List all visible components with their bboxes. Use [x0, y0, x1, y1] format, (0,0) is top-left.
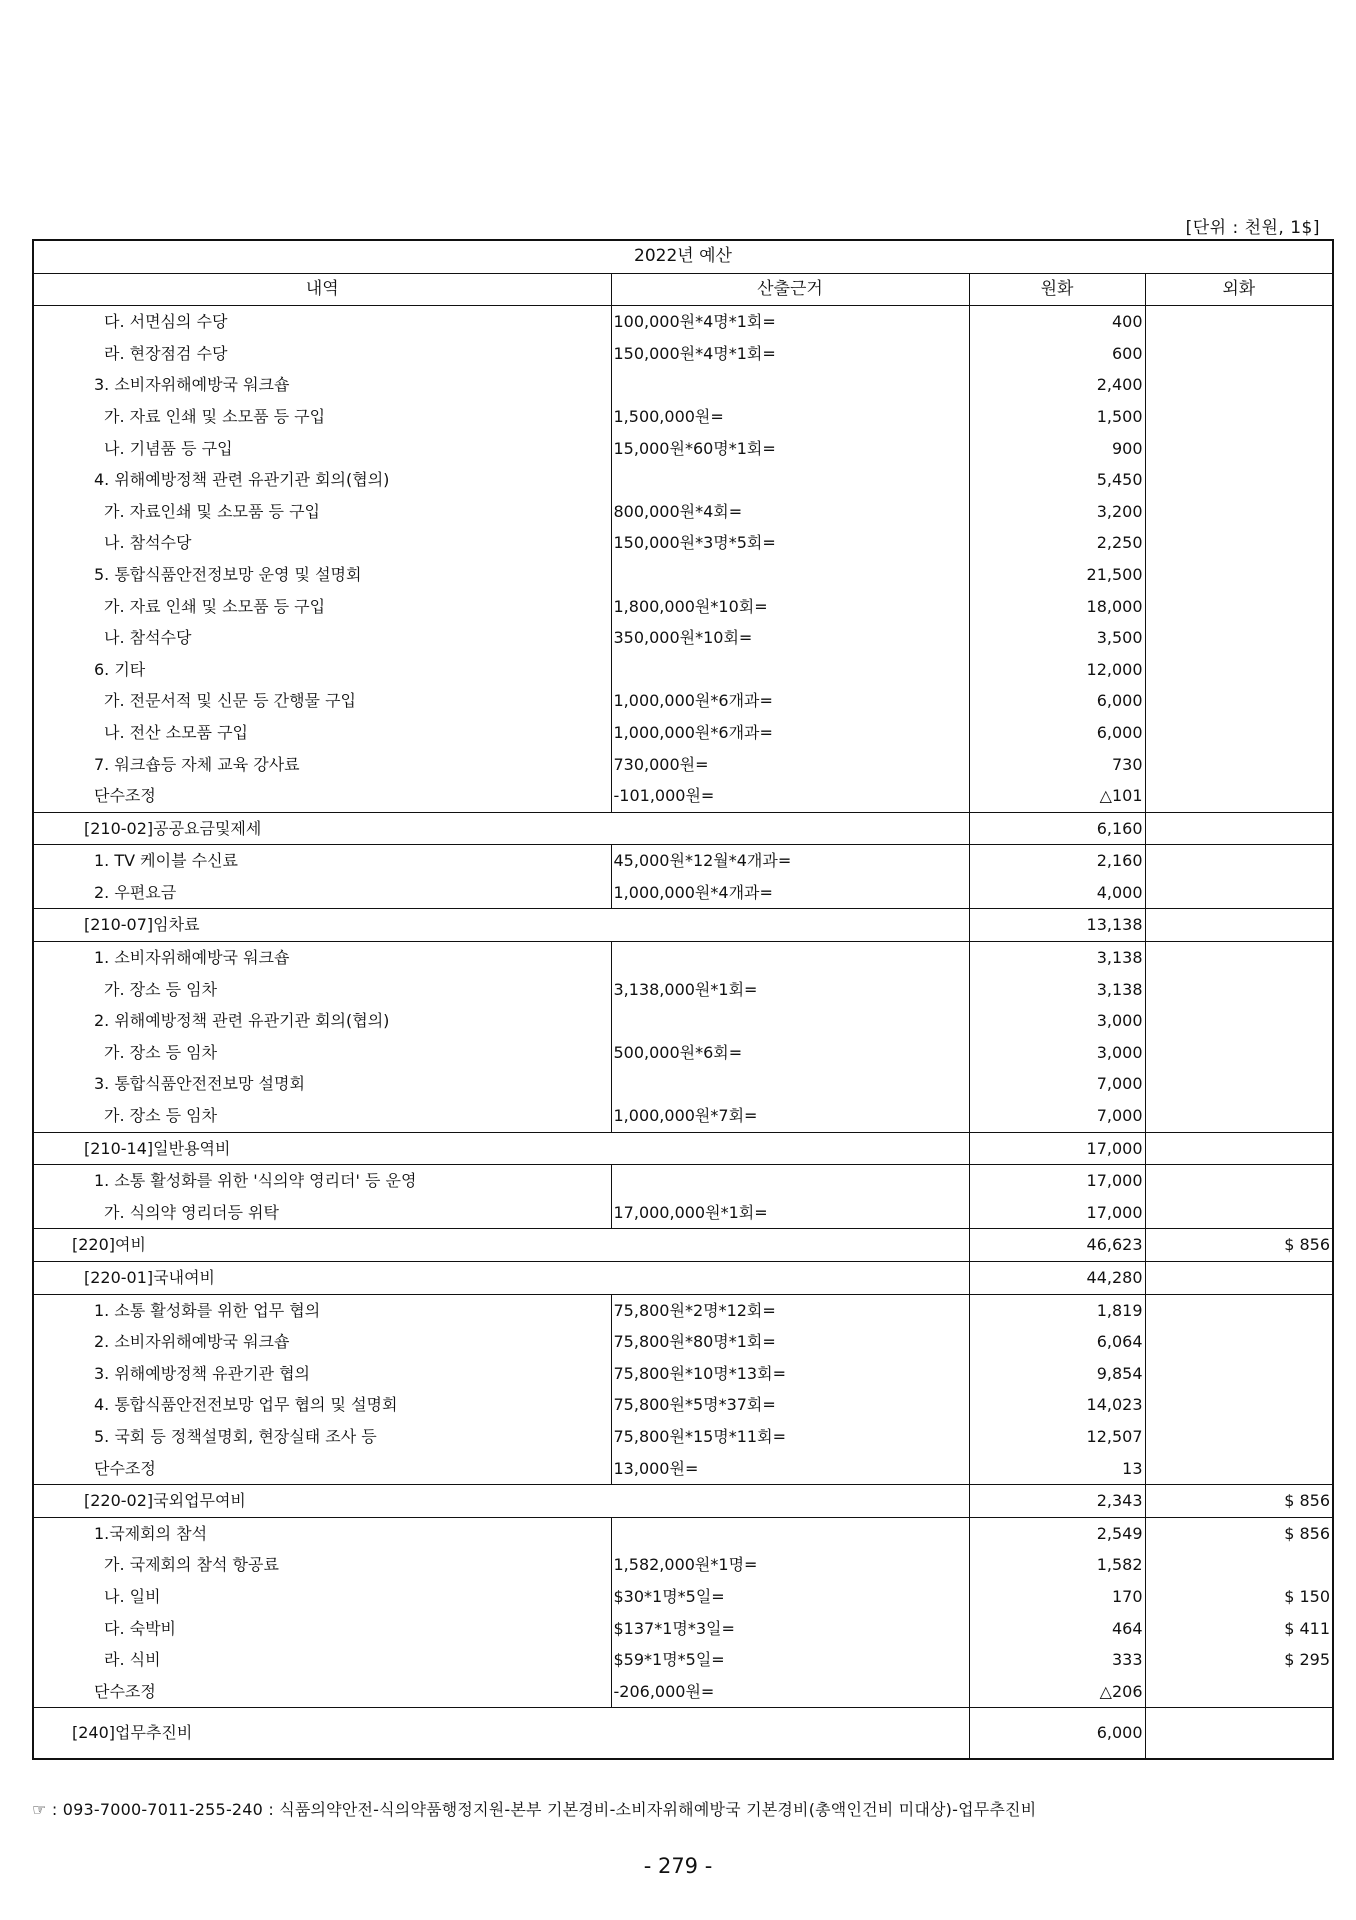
row-basis: 3,138,000원*1회= [611, 974, 969, 1006]
row-fx [1145, 812, 1333, 845]
page-number: - 279 - [643, 1854, 713, 1878]
row-item: 가. 전문서적 및 신문 등 간행물 구입 [33, 685, 611, 717]
row-item: 가. 장소 등 임차 [33, 1100, 611, 1132]
row-fx [1145, 1197, 1333, 1229]
row-fx [1145, 1037, 1333, 1069]
row-basis: -101,000원= [611, 780, 969, 812]
row-item: [240]업무추진비 [33, 1708, 969, 1760]
row-won: 1,582 [969, 1549, 1145, 1581]
table-row [33, 1294, 1333, 1326]
year-header-row [33, 240, 1333, 273]
row-fx [1145, 1549, 1333, 1581]
section-row [33, 1485, 1333, 1518]
row-item: 5. 국회 등 정책설명회, 현장실태 조사 등 [33, 1421, 611, 1453]
table-row [33, 622, 1333, 654]
row-fx [1145, 1100, 1333, 1132]
row-fx [1145, 306, 1333, 338]
table-row [33, 877, 1333, 909]
table-row [33, 559, 1333, 591]
row-won: 6,064 [969, 1326, 1145, 1358]
row-fx [1145, 1068, 1333, 1100]
row-item: 단수조정 [33, 1676, 611, 1708]
row-item: [220-01]국내여비 [33, 1262, 969, 1295]
row-item: 1.국제회의 참석 [33, 1517, 611, 1549]
row-fx [1145, 1421, 1333, 1453]
row-fx [1145, 1389, 1333, 1421]
row-won: 12,507 [969, 1421, 1145, 1453]
row-item: [210-07]임차료 [33, 909, 969, 942]
row-won: 1,500 [969, 401, 1145, 433]
row-basis: 1,800,000원*10회= [611, 591, 969, 623]
row-item: 라. 식비 [33, 1644, 611, 1676]
row-basis: 75,800원*15명*11회= [611, 1421, 969, 1453]
section-row [33, 1262, 1333, 1295]
row-basis: 800,000원*4회= [611, 496, 969, 528]
table-row [33, 1005, 1333, 1037]
row-item: 4. 위해예방정책 관련 유관기관 회의(협의) [33, 464, 611, 496]
row-item: [210-14]일반용역비 [33, 1132, 969, 1165]
row-fx [1145, 433, 1333, 465]
row-won: 600 [969, 338, 1145, 370]
row-item: 5. 통합식품안전정보망 운영 및 설명회 [33, 559, 611, 591]
table-row [33, 1453, 1333, 1485]
row-won: 6,000 [969, 1708, 1145, 1760]
row-won: 4,000 [969, 877, 1145, 909]
row-fx [1145, 1294, 1333, 1326]
table-row [33, 591, 1333, 623]
row-item: 1. TV 케이블 수신료 [33, 845, 611, 877]
table-row [33, 1421, 1333, 1453]
table-row [33, 433, 1333, 465]
row-basis: 17,000,000원*1회= [611, 1197, 969, 1229]
row-fx [1145, 401, 1333, 433]
row-won: 12,000 [969, 654, 1145, 686]
row-basis: $137*1명*3일= [611, 1613, 969, 1645]
column-header-won: 원화 [969, 273, 1145, 306]
row-item: 나. 기념품 등 구입 [33, 433, 611, 465]
row-basis [611, 1068, 969, 1100]
row-won: 46,623 [969, 1229, 1145, 1262]
row-basis: 1,000,000원*6개과= [611, 717, 969, 749]
row-item: 가. 식의약 영리더등 위탁 [33, 1197, 611, 1229]
row-fx [1145, 942, 1333, 974]
table-row [33, 942, 1333, 974]
row-fx [1145, 685, 1333, 717]
row-basis [611, 369, 969, 401]
row-basis [611, 654, 969, 686]
row-fx [1145, 1676, 1333, 1708]
row-fx [1145, 909, 1333, 942]
row-basis: 1,000,000원*6개과= [611, 685, 969, 717]
table-row [33, 1676, 1333, 1708]
table-row [33, 1581, 1333, 1613]
row-item: 단수조정 [33, 780, 611, 812]
row-fx [1145, 1708, 1333, 1760]
row-won: 17,000 [969, 1132, 1145, 1165]
row-fx [1145, 1165, 1333, 1197]
row-item: 가. 장소 등 임차 [33, 974, 611, 1006]
row-fx: $ 856 [1145, 1485, 1333, 1518]
row-won: 3,500 [969, 622, 1145, 654]
row-won: 3,000 [969, 1005, 1145, 1037]
section-row [33, 1132, 1333, 1165]
table-row [33, 1197, 1333, 1229]
row-fx [1145, 1005, 1333, 1037]
unit-label: [단위 : 천원, 1$] [1185, 218, 1320, 238]
row-won: 44,280 [969, 1262, 1145, 1295]
row-basis: 150,000원*4명*1회= [611, 338, 969, 370]
row-fx: $ 295 [1145, 1644, 1333, 1676]
table-row [33, 464, 1333, 496]
row-fx [1145, 622, 1333, 654]
table-row [33, 496, 1333, 528]
row-item: 라. 현장점검 수당 [33, 338, 611, 370]
row-won: 3,200 [969, 496, 1145, 528]
section-row [33, 812, 1333, 845]
row-basis: 75,800원*5명*37회= [611, 1389, 969, 1421]
table-row [33, 1037, 1333, 1069]
row-item: 다. 숙박비 [33, 1613, 611, 1645]
table-row [33, 1100, 1333, 1132]
row-fx [1145, 717, 1333, 749]
table-row [33, 369, 1333, 401]
row-fx [1145, 780, 1333, 812]
table-row [33, 527, 1333, 559]
row-item: 3. 위해예방정책 유관기관 협의 [33, 1358, 611, 1390]
row-basis: 100,000원*4명*1회= [611, 306, 969, 338]
table-row [33, 401, 1333, 433]
row-won: 18,000 [969, 591, 1145, 623]
table-row [33, 780, 1333, 812]
row-won: 7,000 [969, 1068, 1145, 1100]
year-header: 2022년 예산 [33, 240, 1333, 273]
row-won: 5,450 [969, 464, 1145, 496]
row-won: 17,000 [969, 1197, 1145, 1229]
row-won: 170 [969, 1581, 1145, 1613]
row-won: 730 [969, 749, 1145, 781]
row-won: 2,549 [969, 1517, 1145, 1549]
row-won: 3,000 [969, 1037, 1145, 1069]
row-basis [611, 1517, 969, 1549]
row-fx: $ 856 [1145, 1229, 1333, 1262]
row-won: 2,343 [969, 1485, 1145, 1518]
row-item: 7. 워크숍등 자체 교육 강사료 [33, 749, 611, 781]
row-fx [1145, 1326, 1333, 1358]
row-fx [1145, 591, 1333, 623]
section-row [33, 1708, 1333, 1760]
row-basis [611, 942, 969, 974]
row-item: 단수조정 [33, 1453, 611, 1485]
row-fx [1145, 1453, 1333, 1485]
row-fx: $ 856 [1145, 1517, 1333, 1549]
row-item: 나. 참석수당 [33, 527, 611, 559]
row-fx [1145, 464, 1333, 496]
section-row [33, 1229, 1333, 1262]
row-basis: 500,000원*6회= [611, 1037, 969, 1069]
row-won: △101 [969, 780, 1145, 812]
row-basis: 75,800원*2명*12회= [611, 1294, 969, 1326]
row-item: 1. 소통 활성화를 위한 업무 협의 [33, 1294, 611, 1326]
row-basis: $30*1명*5일= [611, 1581, 969, 1613]
row-won: 9,854 [969, 1358, 1145, 1390]
budget-table [32, 239, 1334, 1760]
section-row [33, 909, 1333, 942]
row-item: [220-02]국외업무여비 [33, 1485, 969, 1518]
row-basis: 45,000원*12월*4개과= [611, 845, 969, 877]
row-fx [1145, 527, 1333, 559]
table-row [33, 1326, 1333, 1358]
row-item: 2. 소비자위해예방국 워크숍 [33, 1326, 611, 1358]
row-item: 가. 장소 등 임차 [33, 1037, 611, 1069]
row-won: 2,250 [969, 527, 1145, 559]
row-basis [611, 559, 969, 591]
table-row [33, 845, 1333, 877]
table-row [33, 1517, 1333, 1549]
table-row [33, 306, 1333, 338]
row-won: 3,138 [969, 942, 1145, 974]
row-item: 나. 일비 [33, 1581, 611, 1613]
row-item: 3. 통합식품안전전보망 설명회 [33, 1068, 611, 1100]
table-row [33, 717, 1333, 749]
row-fx [1145, 1262, 1333, 1295]
table-row [33, 1613, 1333, 1645]
row-basis: 1,582,000원*1명= [611, 1549, 969, 1581]
row-won: △206 [969, 1676, 1145, 1708]
row-item: 가. 자료 인쇄 및 소모품 등 구입 [33, 591, 611, 623]
column-header-item: 내역 [33, 273, 611, 306]
row-item: 다. 서면심의 수당 [33, 306, 611, 338]
row-won: 13,138 [969, 909, 1145, 942]
row-basis: -206,000원= [611, 1676, 969, 1708]
row-item: 6. 기타 [33, 654, 611, 686]
row-fx [1145, 877, 1333, 909]
row-item: [210-02]공공요금및제세 [33, 812, 969, 845]
table-row [33, 1549, 1333, 1581]
table-row [33, 1644, 1333, 1676]
table-row [33, 1389, 1333, 1421]
row-fx [1145, 1132, 1333, 1165]
row-won: 3,138 [969, 974, 1145, 1006]
table-row [33, 685, 1333, 717]
row-fx: $ 411 [1145, 1613, 1333, 1645]
table-row [33, 1358, 1333, 1390]
row-item: 나. 전산 소모품 구입 [33, 717, 611, 749]
row-basis [611, 464, 969, 496]
column-header-fx: 외화 [1145, 273, 1333, 306]
row-won: 900 [969, 433, 1145, 465]
column-header-row [33, 273, 1333, 306]
row-basis: 1,000,000원*4개과= [611, 877, 969, 909]
row-item: 가. 국제회의 참석 항공료 [33, 1549, 611, 1581]
row-item: 4. 통합식품안전전보망 업무 협의 및 설명회 [33, 1389, 611, 1421]
row-item: 나. 참석수당 [33, 622, 611, 654]
row-fx [1145, 496, 1333, 528]
row-basis: 15,000원*60명*1회= [611, 433, 969, 465]
row-basis: 150,000원*3명*5회= [611, 527, 969, 559]
row-basis [611, 1005, 969, 1037]
row-fx [1145, 369, 1333, 401]
row-basis [611, 1165, 969, 1197]
table-row [33, 1068, 1333, 1100]
row-basis: 350,000원*10회= [611, 622, 969, 654]
row-basis: 1,500,000원= [611, 401, 969, 433]
row-basis: 1,000,000원*7회= [611, 1100, 969, 1132]
row-won: 14,023 [969, 1389, 1145, 1421]
column-header-basis: 산출근거 [611, 273, 969, 306]
row-won: 21,500 [969, 559, 1145, 591]
row-item: 2. 우편요금 [33, 877, 611, 909]
row-fx [1145, 749, 1333, 781]
row-won: 2,160 [969, 845, 1145, 877]
row-won: 13 [969, 1453, 1145, 1485]
row-item: 1. 소통 활성화를 위한 '식의약 영리더' 등 운영 [33, 1165, 611, 1197]
row-basis: 13,000원= [611, 1453, 969, 1485]
row-won: 464 [969, 1613, 1145, 1645]
row-won: 6,160 [969, 812, 1145, 845]
table-row [33, 1165, 1333, 1197]
row-won: 2,400 [969, 369, 1145, 401]
row-won: 1,819 [969, 1294, 1145, 1326]
row-item: 2. 위해예방정책 관련 유관기관 회의(협의) [33, 1005, 611, 1037]
row-won: 400 [969, 306, 1145, 338]
row-fx [1145, 974, 1333, 1006]
row-item: 가. 자료인쇄 및 소모품 등 구입 [33, 496, 611, 528]
row-fx [1145, 654, 1333, 686]
row-basis: 75,800원*10명*13회= [611, 1358, 969, 1390]
row-item: [220]여비 [33, 1229, 969, 1262]
row-basis: $59*1명*5일= [611, 1644, 969, 1676]
table-row [33, 749, 1333, 781]
row-item: 가. 자료 인쇄 및 소모품 등 구입 [33, 401, 611, 433]
row-won: 6,000 [969, 717, 1145, 749]
row-item: 3. 소비자위해예방국 워크숍 [33, 369, 611, 401]
footnote: ☞ : 093-7000-7011-255-240 : 식품의약안전-식의약품행정지원-본부 기본경비-소비자위해예방국 기본경비(총액인건비 미대상)-업무추진비 [32, 1800, 1037, 1819]
table-row [33, 654, 1333, 686]
row-fx: $ 150 [1145, 1581, 1333, 1613]
table-row [33, 974, 1333, 1006]
row-won: 333 [969, 1644, 1145, 1676]
row-basis: 730,000원= [611, 749, 969, 781]
table-row [33, 338, 1333, 370]
row-won: 6,000 [969, 685, 1145, 717]
row-won: 7,000 [969, 1100, 1145, 1132]
row-fx [1145, 1358, 1333, 1390]
row-fx [1145, 559, 1333, 591]
row-fx [1145, 338, 1333, 370]
row-item: 1. 소비자위해예방국 워크숍 [33, 942, 611, 974]
row-won: 17,000 [969, 1165, 1145, 1197]
row-basis: 75,800원*80명*1회= [611, 1326, 969, 1358]
row-fx [1145, 845, 1333, 877]
